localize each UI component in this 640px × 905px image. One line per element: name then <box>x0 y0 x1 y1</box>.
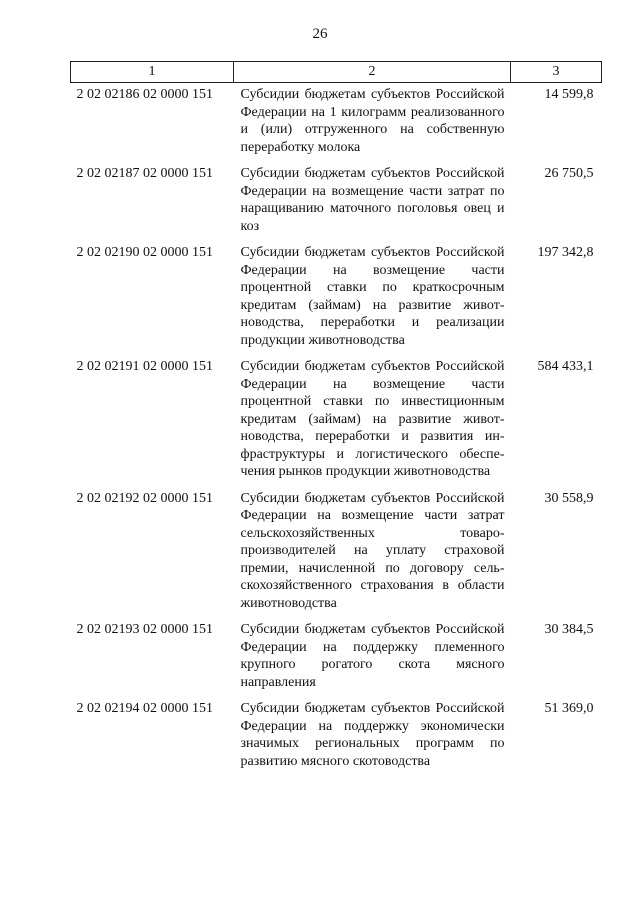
table-row <box>71 162 602 241</box>
subsidy-description: Субсидии бюджетам субъектов Российской Федерации на возмещение части процентной ставки по краткосрочным кредитам (займам) на развитие животноводства, переработки и реализации продукции животноводства <box>240 245 505 348</box>
budget-code: 2 02 02186 02 0000 151 <box>76 87 213 102</box>
table-row <box>71 83 602 163</box>
budget-code: 2 02 02192 02 0000 151 <box>76 490 213 506</box>
subsidy-amount: 51 369,0 <box>544 701 594 716</box>
table-row <box>71 355 602 487</box>
subsidy-amount: 26 750,5 <box>544 166 594 181</box>
subsidy-amount: 197 342,8 <box>537 245 594 260</box>
table-row <box>71 487 602 619</box>
budget-code: 2 02 02194 02 0000 151 <box>76 701 213 716</box>
subsidy-description: Субсидии бюджетам субъектов Российской Федерации на поддержку племенного крупного рогатого скота мясного направления <box>240 622 505 690</box>
subsidy-amount: 30 558,9 <box>544 490 594 506</box>
column-header-amount: 3 <box>511 62 602 83</box>
table-header-row <box>71 62 602 83</box>
subsidy-description: Субсидии бюджетам субъектов Российской Федерации на поддержку экономически значимых региональных программ по развитию мясного скотоводства <box>240 701 505 769</box>
budget-code: 2 02 02193 02 0000 151 <box>76 622 213 637</box>
subsidy-amount: 14 599,8 <box>544 87 594 102</box>
subsidy-description: Субсидии бюджетам субъектов Российской Федерации на возмещение части затрат по наращиванию маточного поголовья овец и коз <box>240 166 505 234</box>
table-row <box>71 618 602 697</box>
subsidy-amount: 584 433,1 <box>537 359 594 374</box>
subsidy-description: Субсидии бюджетам субъектов Российской Федерации на возмещение части процентной ставки по инвестиционным кредитам (займам) на развитие животноводства, переработки и развития инфраструктуры и логистического обеспечения рынков продукции животноводства <box>240 359 505 479</box>
budget-code: 2 02 02187 02 0000 151 <box>76 166 213 181</box>
budget-code: 2 02 02190 02 0000 151 <box>76 245 213 260</box>
column-header-description: 2 <box>234 62 511 83</box>
subsidy-description: Субсидии бюджетам субъектов Российской Федерации на возмещение части затрат сельскохозяйственных товаропроизводителей на уплату страховой премии, начисленной по договору сельскохозяйственного страхования в области животноводства <box>240 490 505 611</box>
budget-code: 2 02 02191 02 0000 151 <box>76 359 213 374</box>
table-row <box>71 697 602 776</box>
column-header-code: 1 <box>71 62 234 83</box>
table-row <box>71 241 602 355</box>
subsidy-amount: 30 384,5 <box>544 622 594 637</box>
page-number: 26 <box>312 26 328 42</box>
subsidy-description: Субсидии бюджетам субъектов Российской Федерации на 1 килограмм реализованного и (или) отгруженного на собственную переработку молока <box>240 87 505 155</box>
budget-revenue-table <box>70 61 602 776</box>
